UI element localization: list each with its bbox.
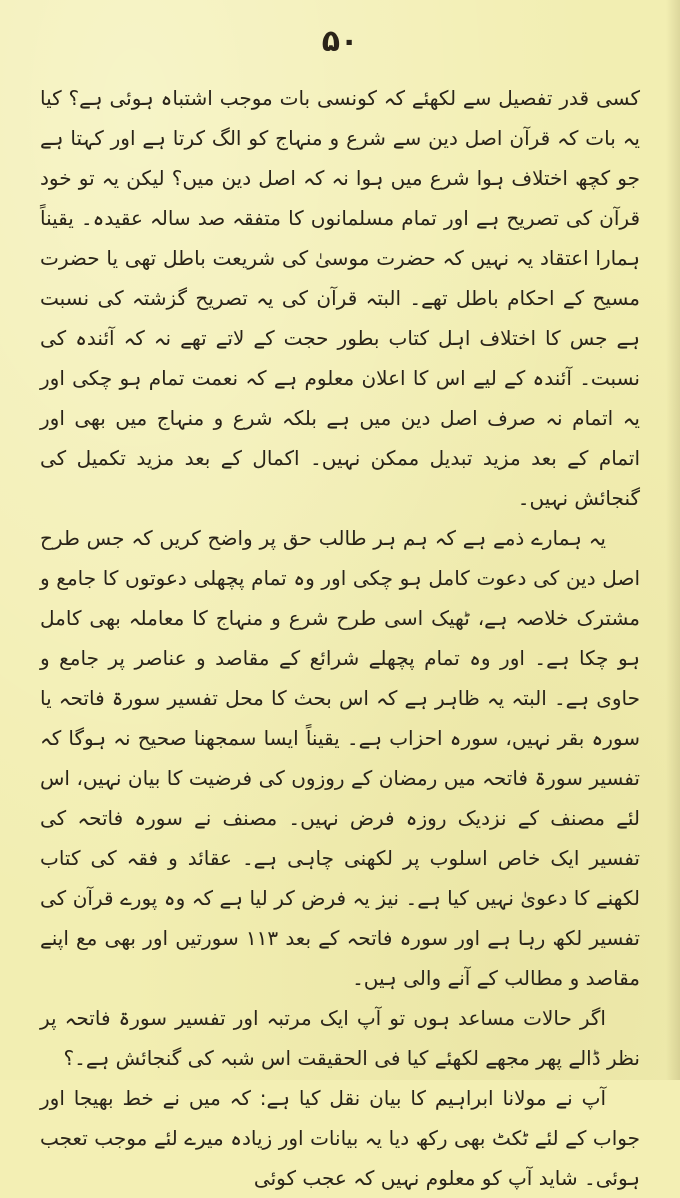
page-body [40,78,640,1198]
paragraph-3: اگر حالات مساعد ہوں تو آپ ایک مرتبہ اور تفسیر سورۃ فاتحہ پر نظر ڈالے پھر مجھے لکھئے کیا فی الحقیقت اس شبہ کی گنجائش ہے۔؟ [40,1006,640,1070]
page-number: ۵۰ [321,24,359,59]
paragraph-4: آپ نے مولانا ابراہیم کا بیان نقل کیا ہے: کہ میں نے خط بھیجا اور جواب کے لئے ٹکٹ بھی رکھ دیا یہ بیانات اور زیادہ میرے لئے موجب تعجب ہوئی۔ شاید آپ کو معلوم نہیں کہ عجب کوئی [40,1086,640,1190]
paragraph-2: یہ ہمارے ذمے ہے کہ ہم ہر طالب حق پر واضح کریں کہ جس طرح اصل دین کی دعوت کامل ہو چکی اور وہ تمام پچھلی دعوتوں کا جامع و مشترک خلاصہ ہے، ٹھیک اسی طرح شرع و منہاج کا معاملہ بھی کامل ہو چکا ہے۔ اور وہ تمام پچھلے شرائع کے مقاصد و عناصر پر جامع و حاوی ہے۔ البتہ یہ ظاہر ہے کہ اس بحث کا محل تفسیر سورۃ فاتحہ یا سورہ بقر نہیں، سورہ احزاب ہے۔ یقیناً ایسا سمجھنا صحیح نہ ہوگا کہ تفسیر سورۃ فاتحہ میں رمضان کے روزوں کی فرضیت کا بیان نہیں، اس لئے مصنف کے نزدیک روزہ فرض نہیں۔ مصنف نے سورہ فاتحہ کی تفسیر ایک خاص اسلوب پر لکھنی چاہی ہے۔ عقائد و فقہ کی کتاب لکھنے کا دعویٰ نہیں کیا ہے۔ نیز یہ فرض کر لیا ہے کہ وہ پورے قرآن کی تفسیر لکھ رہا ہے اور سورہ فاتحہ کے بعد ۱۱۳ سورتیں اور بھی مع اپنے مقاصد و مطالب کے آنے والی ہیں۔ [40,526,640,990]
paragraph-1: کسی قدر تفصیل سے لکھئے کہ کونسی بات موجب اشتباہ ہوئی ہے؟ کیا یہ بات کہ قرآن اصل دین سے شرع و منہاج کو الگ کرتا ہے اور کہتا ہے جو کچھ اختلاف ہوا شرع میں ہوا نہ کہ اصل دین میں؟ لیکن یہ تو خود قرآن کی تصریح ہے اور تمام مسلمانوں کا متفقہ صد سالہ عقیدہ۔ یقیناً ہمارا اعتقاد یہ نہیں کہ حضرت موسیٰ کی شریعت باطل تھی یا حضرت مسیح کے احکام باطل تھے۔ البتہ قرآن کی یہ تصریح گزشتہ کی نسبت ہے جس کا اختلاف اہل کتاب بطور حجت کے لاتے تھے نہ کہ آئندہ کی نسبت۔ آئندہ کے لیے اس کا اعلان معلوم ہے کہ نعمت تمام ہو چکی اور یہ اتمام نہ صرف اصل دین میں ہے بلکہ شرع و منہاج میں بھی اور اتمام کے بعد مزید تبدیل ممکن نہیں۔ اکمال کے بعد مزید تکمیل کی گنجائش نہیں۔ [40,86,640,510]
page-edge-shadow [666,0,680,1080]
